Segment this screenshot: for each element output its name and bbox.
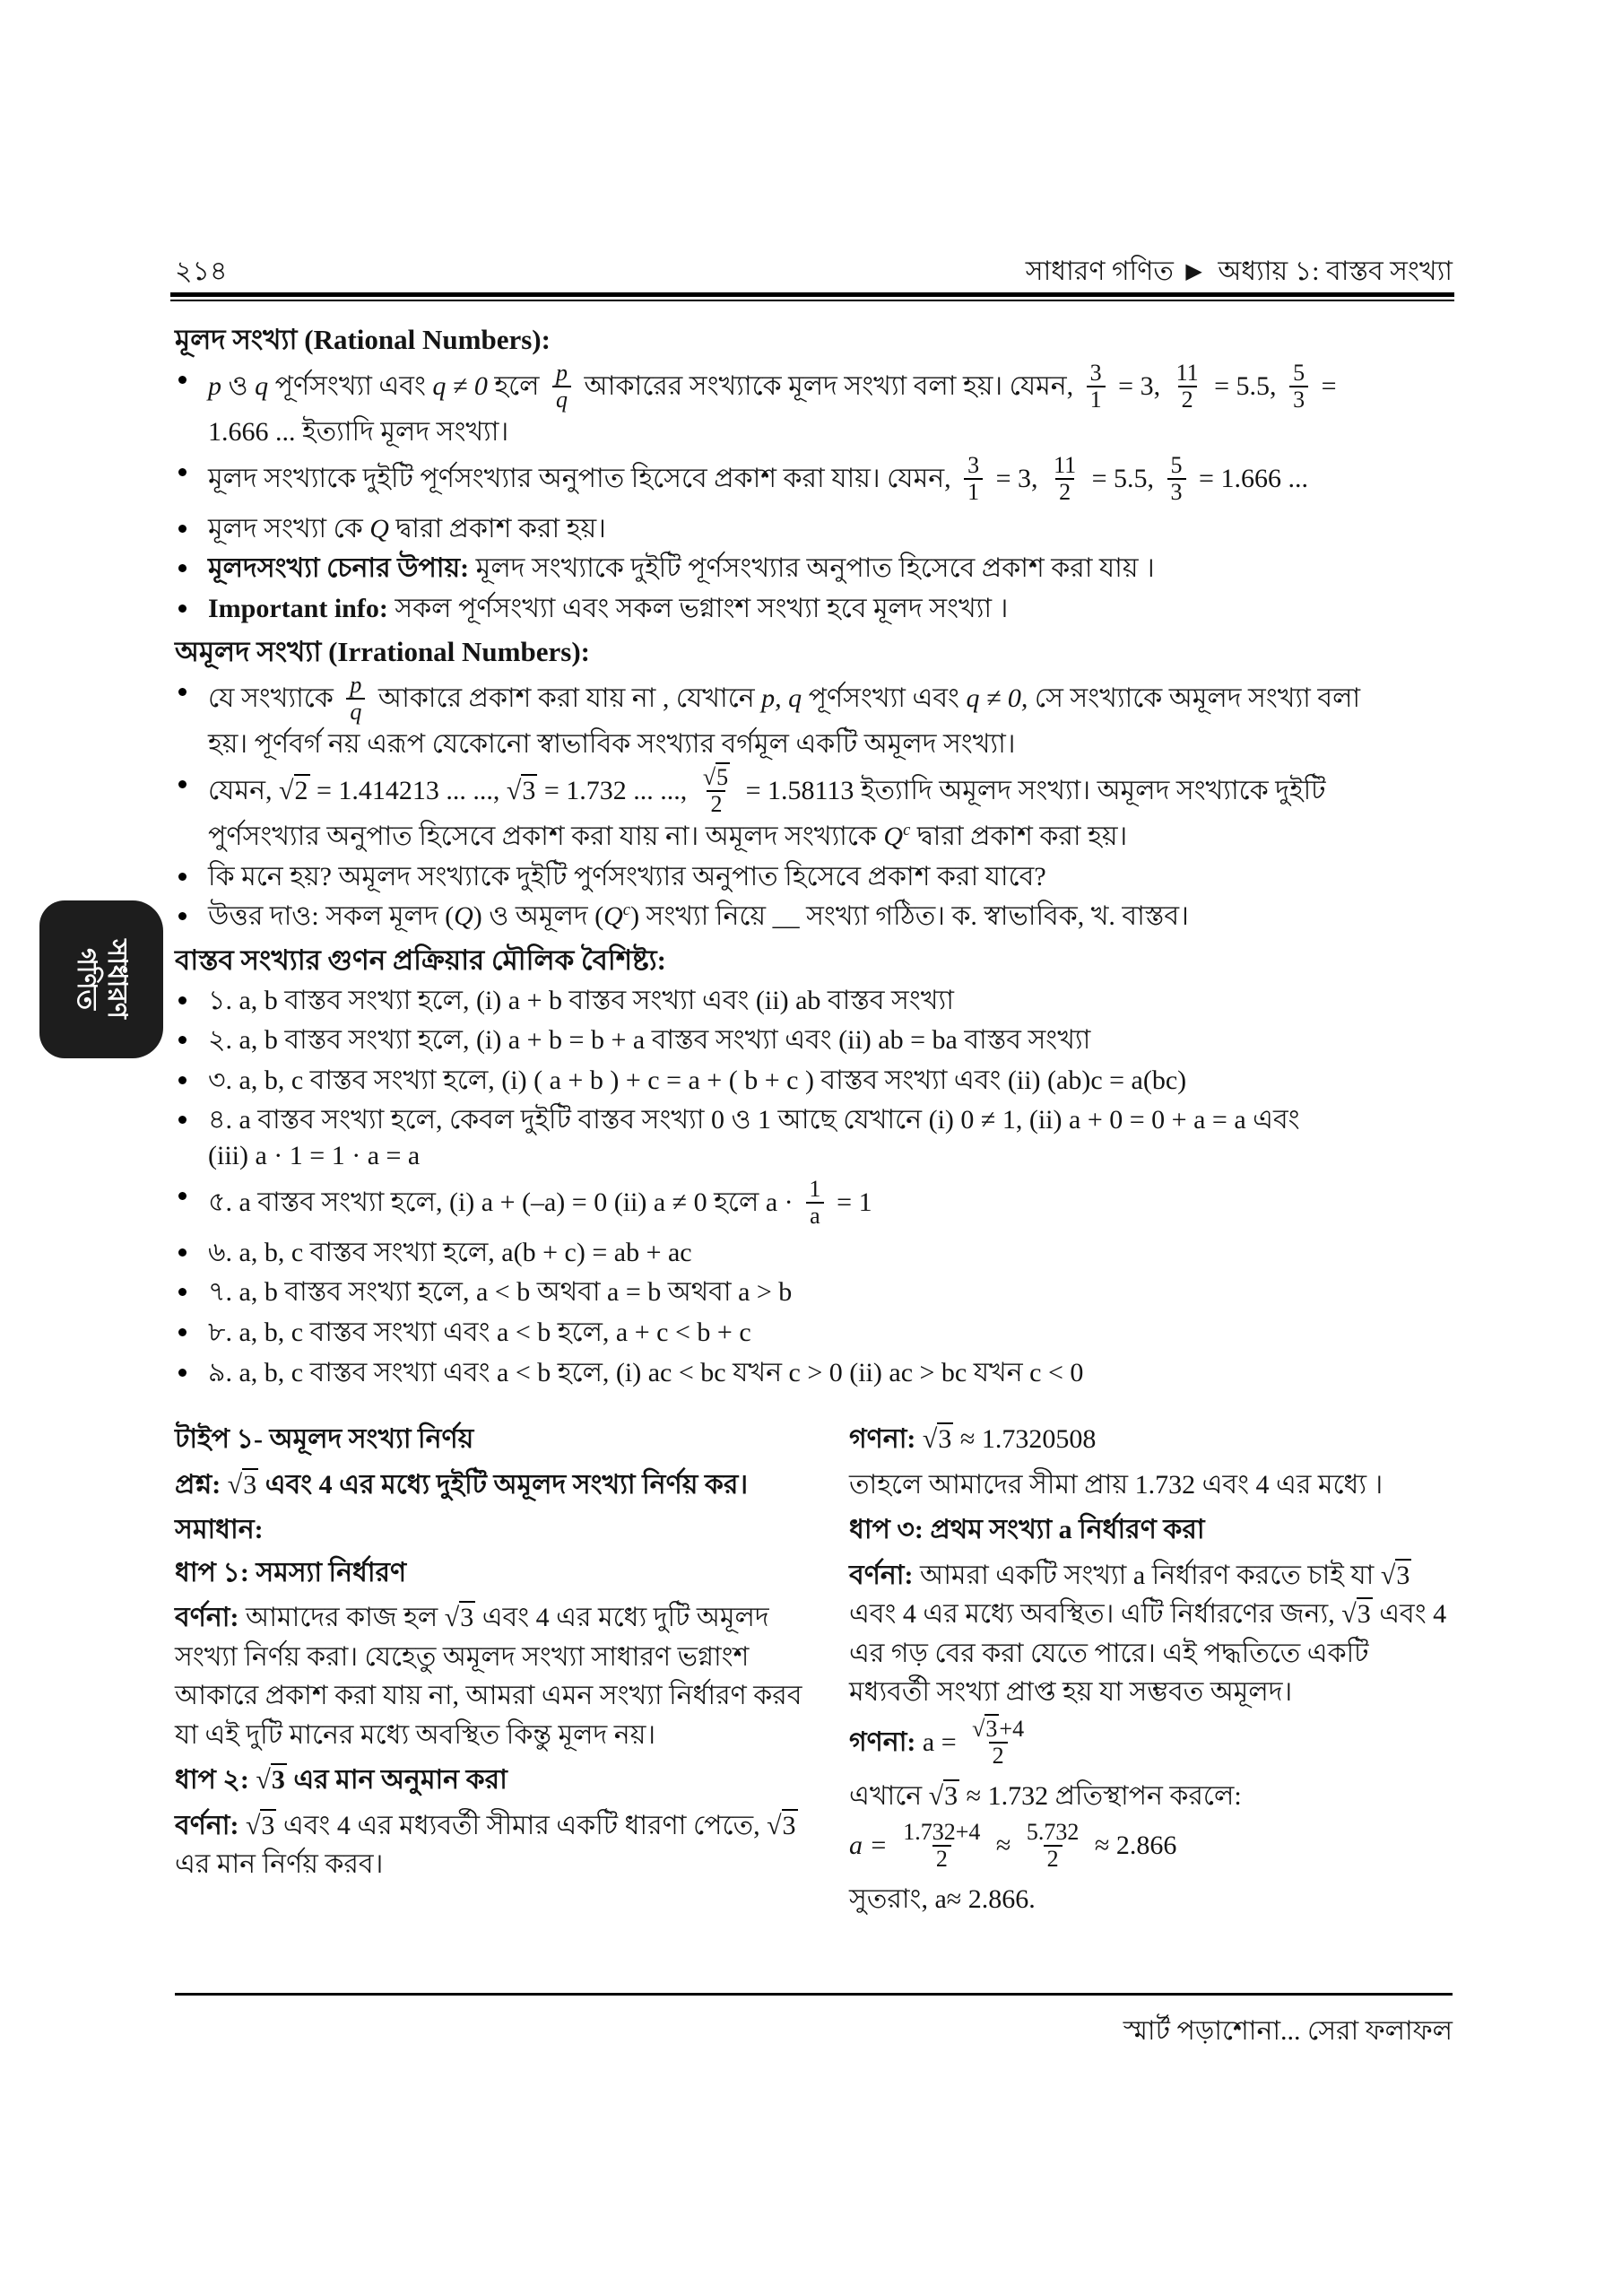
- sqrt-expression: [445, 1601, 475, 1632]
- radicand: 3: [261, 1810, 275, 1840]
- bullet-dot: [178, 873, 186, 881]
- conclusion-line: সুতরাং, a≈ 2.866.: [849, 1884, 1036, 1915]
- text-run: এখানে: [849, 1780, 923, 1811]
- bold-lead: প্রশ্ন:: [175, 1469, 221, 1500]
- fraction-numerator: [969, 1717, 1027, 1742]
- bullet-item: [175, 1175, 1455, 1231]
- sqrt-expression: [929, 1779, 959, 1811]
- math-expr: = 1: [837, 1187, 872, 1217]
- fraction-numerator: 3: [967, 451, 980, 478]
- sqrt-sign: √: [506, 775, 522, 805]
- bullet-item: [175, 983, 1455, 1019]
- bullet-item: [175, 551, 1455, 587]
- fraction-numerator: 1.732+4: [903, 1819, 981, 1846]
- fraction-denominator: 2: [989, 1742, 1008, 1769]
- header-rule: [170, 292, 1454, 301]
- text-run: যে সংখ্যাকে: [208, 683, 334, 714]
- bullet-text: [208, 591, 1455, 627]
- fraction-denominator: q: [346, 698, 365, 725]
- math-expr: = 1.414213 ... ...,: [317, 775, 500, 805]
- bold-lead: গণনা:: [849, 1726, 916, 1757]
- bullet-item: [175, 674, 1455, 762]
- fraction-numerator: 5: [1170, 451, 1183, 478]
- footer-rule: [175, 1993, 1453, 1996]
- property-text: [208, 1175, 1455, 1231]
- sqrt-sign: √: [279, 775, 294, 805]
- math-expr: ≈ 2.866: [1094, 1831, 1177, 1861]
- sqrt-sign: √: [227, 1469, 243, 1500]
- text-run: এর মান নির্ণয় করব।: [175, 1849, 384, 1880]
- step2-title: [175, 1761, 808, 1800]
- sqrt-expression: [1341, 1597, 1372, 1629]
- fraction-numerator: p: [556, 359, 568, 386]
- property-text: ৩. a, b, c বাস্তব সংখ্যা হলে, (i) ( a + b ) + c = a + ( b + c ) বাস্তব সংখ্যা এবং (ii) (ab)c = a(bc): [208, 1065, 1187, 1095]
- side-tab-text: [71, 940, 131, 1020]
- sqrt-sign: √: [972, 1715, 985, 1742]
- sqrt-expression: [279, 774, 309, 805]
- math-expr: = 1.666 ...: [1199, 463, 1308, 493]
- chapter-title: অধ্যায় ১: বাস্তব সংখ্যা: [1218, 257, 1453, 286]
- text-run: ≈ 1.732 প্রতিস্থাপন করলে:: [966, 1780, 1242, 1811]
- bullet-dot: [178, 780, 186, 788]
- bold-lead: Important info:: [208, 593, 388, 623]
- text-run: এবং 4 এর মধ্যে অবস্থিত। এটি নির্ধারণের জন্য,: [849, 1599, 1335, 1630]
- bold-lead: বর্ণনা:: [849, 1560, 914, 1590]
- fraction-denominator: 1: [1087, 386, 1106, 413]
- property-text: ১. a, b বাস্তব সংখ্যা হলে, (i) a + b বাস্তব সংখ্যা এবং (ii) ab বাস্তব সংখ্যা: [208, 985, 954, 1015]
- math-expr: q ≠ 0,: [966, 683, 1028, 714]
- text-run: ) ও অমূলদ (: [473, 901, 604, 932]
- fraction-numerator: 5: [1293, 359, 1305, 386]
- bullet-item: [175, 591, 1455, 627]
- bullet-dot: [178, 688, 186, 696]
- substitution-line: [849, 1777, 1455, 1816]
- property-text: ২. a, b বাস্তব সংখ্যা হলে, (i) a + b = b + a বাস্তব সংখ্যা এবং (ii) ab = ba বাস্তব সংখ্যা: [208, 1025, 1091, 1056]
- bullet-item: [175, 1355, 1455, 1391]
- fraction: [964, 453, 983, 505]
- range-line: তাহলে আমাদের সীমা প্রায় 1.732 এবং 4 এর মধ্যে ।: [849, 1469, 1383, 1500]
- example-left-column: [175, 1413, 808, 1926]
- fraction: [1167, 453, 1186, 505]
- text-run: সে সংখ্যাকে অমূলদ সংখ্যা বলা: [1034, 683, 1361, 714]
- text-run: এবং 4 এর মধ্যবর্তী সীমার একটি ধারণা পেতে,: [282, 1810, 760, 1840]
- bullet-dot: [178, 1076, 186, 1084]
- fraction: [700, 765, 733, 817]
- page-number: ২১৪: [175, 257, 228, 286]
- sqrt-expression: [923, 1422, 953, 1454]
- radicand: 3: [938, 1424, 952, 1455]
- sqrt-expression: [507, 774, 537, 805]
- step1-description: [175, 1598, 808, 1754]
- bullet-text: [208, 859, 1455, 895]
- sqrt-sign: √: [767, 1810, 782, 1840]
- bullet-dot: [178, 604, 186, 613]
- property-text: ৬. a, b, c বাস্তব সংখ্যা হলে, a(b + c) = ab + ac: [208, 1237, 692, 1267]
- bullet-text: [208, 763, 1455, 855]
- fraction-denominator: 2: [1178, 386, 1197, 413]
- bullet-text: [208, 674, 1455, 762]
- bullet-text: [208, 359, 1455, 450]
- bullet-dot: [178, 564, 186, 572]
- step1-title: ধাপ ১: সমস্যা নির্ধারণ: [175, 1557, 407, 1587]
- bold-lead: বর্ণনা:: [175, 1603, 239, 1633]
- step3-title: ধাপ ৩: প্রথম সংখ্যা a নির্ধারণ করা: [849, 1515, 1205, 1545]
- radicand: 3: [782, 1810, 796, 1840]
- bullet-dot: [178, 996, 186, 1004]
- property-text: ৯. a, b, c বাস্তব সংখ্যা এবং a < b হলে, (i) ac < bc যখন c > 0 (ii) ac > bc যখন c < 0: [208, 1357, 1084, 1387]
- math-expr: q ≠ 0: [432, 370, 488, 401]
- radicand: 3: [985, 1715, 998, 1742]
- text-run: মূলদ সংখ্যাকে দুইটি পূর্ণসংখ্যার অনুপাত হিসেবে প্রকাশ করা যায়। যেমন,: [208, 463, 951, 493]
- bullet-text: [208, 551, 1455, 587]
- bullet-text: [208, 899, 1455, 935]
- math-var: Q: [369, 513, 389, 544]
- math-var: q: [255, 370, 269, 401]
- math-var: p: [208, 370, 221, 401]
- sqrt-sign: √: [1380, 1560, 1396, 1590]
- fraction-numerator: 1: [809, 1175, 821, 1202]
- text-run: ৫. a বাস্তব সংখ্যা হলে, (i) a + (–a) = 0 (ii) a ≠ 0 হলে a ·: [208, 1187, 794, 1217]
- sqrt-sign: √: [702, 763, 716, 790]
- sqrt-sign: √: [928, 1780, 944, 1811]
- fraction-denominator: 1: [964, 478, 983, 505]
- step2-description: [175, 1806, 808, 1884]
- type1-heading: টাইপ ১- অমূলদ সংখ্যা নির্ণয়: [175, 1424, 474, 1455]
- fraction: [346, 673, 365, 725]
- bullet-dot: [178, 1369, 186, 1377]
- bullet-item: [175, 1102, 1455, 1173]
- text-run: ও: [228, 370, 248, 401]
- text-run: ধাপ ২:: [175, 1765, 249, 1796]
- text-run: 1.666 ... ইত্যাদি মূলদ সংখ্যা।: [208, 416, 509, 447]
- sqrt-sign: √: [1341, 1599, 1357, 1630]
- bullet-dot: [178, 1036, 186, 1044]
- radicand: 5: [716, 763, 729, 790]
- worked-example: [175, 1413, 1455, 1926]
- sqrt-expression: [228, 1468, 258, 1500]
- fraction: [1051, 453, 1079, 505]
- radicand: 3: [460, 1603, 474, 1633]
- fraction-numerator: 5.732: [1026, 1819, 1080, 1846]
- bullet-dot: [178, 468, 186, 476]
- solution-label: সমাধান:: [175, 1515, 264, 1545]
- bullet-text: [208, 511, 1455, 547]
- text-run: মূলদ সংখ্যাকে দুইটি পূর্ণসংখ্যার অনুপাত হিসেবে প্রকাশ করা যায় ।: [475, 553, 1155, 584]
- radicand: 3: [271, 1765, 285, 1796]
- math-expr: = 5.5,: [1214, 370, 1277, 401]
- math-expr: = 5.5,: [1091, 463, 1155, 493]
- text-run: মূলদ সংখ্যা কে: [208, 513, 363, 544]
- math-expr: +4: [999, 1715, 1025, 1742]
- section-title-rational: মূলদ সংখ্যা (Rational Numbers):: [175, 324, 551, 355]
- fraction-denominator: 2: [1055, 478, 1074, 505]
- text-run: সকল পূর্ণসংখ্যা এবং সকল ভগ্নাংশ সংখ্যা হবে মূলদ সংখ্যা ।: [395, 593, 1009, 623]
- page-body: [175, 314, 1455, 1926]
- sqrt-sign: √: [245, 1810, 261, 1840]
- text-run: উত্তর দাও: সকল মূলদ (: [208, 901, 455, 932]
- sqrt-expression: [256, 1763, 286, 1795]
- text-run: এবং 4 এর মধ্যে দুটি অমূলদ সংখ্যা নির্ণয় করা। যেহেতু অমূলদ সংখ্যা সাধারণ ভগ্নাংশ আকারে প্রকাশ করা যায় না, আমরা এমন সংখ্যা নির্ধারণ করব যা এই দুটি মানের মধ্যে অবস্থিত কিন্তু মূলদ নয়।: [175, 1603, 802, 1750]
- bullet-item: [175, 1063, 1455, 1099]
- bullet-item: [175, 1315, 1455, 1351]
- bullet-dot: [178, 1248, 186, 1257]
- fraction-denominator: 2: [1044, 1845, 1063, 1872]
- fraction-denominator: 3: [1289, 386, 1308, 413]
- bullet-dot: [178, 1328, 186, 1336]
- bullet-item: [175, 1235, 1455, 1271]
- example-right-column: [849, 1413, 1455, 1926]
- fraction: [806, 1177, 824, 1229]
- side-tab-line2: গণিত: [72, 948, 101, 1011]
- question-line: [175, 1465, 808, 1505]
- fraction-denominator: 3: [1167, 478, 1186, 505]
- math-expr: =: [1321, 370, 1337, 401]
- fraction-denominator: 2: [707, 790, 725, 817]
- text-run: আকারের সংখ্যাকে মূলদ সংখ্যা বলা হয়। যেমন,: [584, 370, 1074, 401]
- fraction-denominator: q: [552, 386, 571, 413]
- bold-lead: গণনা:: [849, 1424, 916, 1455]
- bullet-item: [175, 1274, 1455, 1310]
- text-run: এবং 4 এর গড় বের করা যেতে পারে। এই পদ্ধতিতে একটি মধ্যবর্তী সংখ্যা প্রাপ্ত হয় যা সম্ভবত অমূলদ।: [849, 1599, 1447, 1708]
- fraction: [552, 361, 571, 413]
- text-run: দ্বারা প্রকাশ করা হয়।: [395, 513, 606, 544]
- text-run: যেমন,: [208, 775, 273, 805]
- text-run: দ্বারা প্রকাশ করা হয়।: [916, 822, 1128, 852]
- sqrt-expression: [767, 1809, 797, 1840]
- text-run: এবং 4 এর মধ্যে দুইটি অমূলদ সংখ্যা নির্ণয় কর।: [265, 1469, 749, 1500]
- math-var-q: Q: [883, 822, 904, 852]
- math-expr: = 3,: [995, 463, 1038, 493]
- bullet-item: [175, 859, 1455, 895]
- side-tab-line1: সাধারণ: [101, 939, 132, 1020]
- math-expr: a =: [849, 1831, 888, 1861]
- bullet-item: [175, 899, 1455, 935]
- bold-lead: মূলদসংখ্যা চেনার উপায়:: [208, 553, 470, 584]
- superscript-c: c: [622, 900, 631, 920]
- radicand: 3: [1357, 1599, 1371, 1630]
- fraction-numerator: 11: [1175, 359, 1199, 386]
- radicand: 2: [294, 775, 308, 805]
- bullet-item: [175, 763, 1455, 855]
- text-run: পুর্ণসংখ্যার অনুপাত হিসেবে প্রকাশ করা যায় না। অমূলদ সংখ্যাকে: [208, 822, 877, 852]
- fraction: [1289, 361, 1308, 413]
- text-run: এর মান অনুমান করা: [293, 1765, 507, 1796]
- text-run: (iii) a · 1 = 1 · a = a: [208, 1141, 421, 1170]
- superscript-c: c: [903, 821, 911, 840]
- math-var: p, q: [761, 683, 802, 714]
- fraction: [1087, 361, 1106, 413]
- sqrt-sign: √: [444, 1603, 460, 1633]
- radicand: 3: [944, 1780, 958, 1811]
- text-run: ) সংখ্যা নিয়ে __ সংখ্যা গঠিত। ক. স্বাভাবিক, খ. বাস্তব।: [630, 901, 1189, 932]
- page-header: [175, 249, 1453, 295]
- calc1-line: [849, 1420, 1455, 1459]
- property-text: ৮. a, b, c বাস্তব সংখ্যা এবং a < b হলে, a + c < b + c: [208, 1317, 751, 1347]
- radicand: 3: [243, 1469, 257, 1500]
- section-title-properties: বাস্তব সংখ্যার গুণন প্রক্রিয়ার মৌলিক বৈশিষ্ট্য:: [175, 944, 666, 976]
- bullet-item: [175, 451, 1455, 507]
- bullet-item: [175, 359, 1455, 450]
- bullet-dot: [178, 376, 186, 384]
- step3-description: [849, 1556, 1455, 1712]
- footer-tagline: স্মার্ট পড়াশোনা... সেরা ফলাফল: [1123, 2016, 1453, 2046]
- sqrt-sign: √: [256, 1765, 271, 1796]
- fraction-numerator: [700, 765, 733, 790]
- text-run: পূর্ণসংখ্যা এবং: [274, 370, 426, 401]
- text-run: পূর্ণসংখ্যা এবং: [808, 683, 959, 714]
- math-var-q: Q: [603, 901, 623, 932]
- bullet-item: [175, 511, 1455, 547]
- radicand: 3: [1396, 1560, 1410, 1590]
- sqrt-sign: √: [922, 1424, 938, 1455]
- fraction-numerator: p: [350, 672, 362, 699]
- fraction-denominator: 2: [932, 1845, 951, 1872]
- math-expr: = 1.58113 ইত্যাদি অমূলদ সংখ্যা। অমূলদ সংখ্যাকে দুইটি: [745, 775, 1326, 805]
- bullet-dot: [178, 1288, 186, 1296]
- section-title-irrational: অমূলদ সংখ্যা (Irrational Numbers):: [175, 636, 590, 668]
- side-index-tab: [39, 900, 163, 1058]
- text-run: হয়। পূর্ণবর্গ নয় এরূপ যেকোনো স্বাভাবিক সংখ্যার বর্গমূল একটি অমূলদ সংখ্যা।: [208, 729, 1016, 760]
- fraction-denominator: a: [806, 1202, 824, 1229]
- fraction: [900, 1820, 983, 1872]
- sqrt-expression: [1381, 1559, 1411, 1590]
- text-run: ৪. a বাস্তব সংখ্যা হলে, কেবল দুইটি বাস্তব সংখ্যা 0 ও 1 আছে যেখানে (i) 0 ≠ 1, (ii) a + 0 = 0 + a = a এবং: [208, 1105, 1300, 1135]
- fraction: [1174, 361, 1201, 413]
- text-run: আকারে প্রকাশ করা যায় না , যেখানে: [377, 683, 755, 714]
- radicand: 3: [522, 775, 536, 805]
- text-run: হলে: [494, 370, 540, 401]
- math-var: [883, 822, 910, 851]
- text-run: কি মনে হয়? অমূলদ সংখ্যাকে দুইটি পুর্ণসংখ্যার অনুপাত হিসেবে প্রকাশ করা যাবে?: [208, 861, 1046, 891]
- math-expr: ≈ 1.7320508: [959, 1424, 1097, 1455]
- bullet-dot: [178, 525, 186, 533]
- calc2-line: [849, 1715, 1455, 1770]
- math-var: Q: [454, 901, 473, 932]
- bullet-dot: [178, 912, 186, 920]
- text-run: আমাদের কাজ হল: [245, 1603, 438, 1633]
- bullet-text: [208, 451, 1455, 507]
- fraction: [1024, 1820, 1082, 1872]
- fraction: [969, 1717, 1027, 1769]
- book-title: সাধারণ গণিত: [1025, 257, 1174, 286]
- sqrt-expression: [246, 1809, 276, 1840]
- bullet-dot: [178, 1116, 186, 1124]
- math-expr: = 3,: [1118, 370, 1161, 401]
- equation-line: [849, 1819, 1455, 1874]
- bold-lead: বর্ণনা:: [175, 1810, 239, 1840]
- math-var: [603, 901, 630, 931]
- math-expr: a =: [922, 1726, 957, 1757]
- text-run: আমরা একটি সংখ্যা a নির্ধারণ করতে চাই যা: [919, 1560, 1375, 1590]
- property-text: [208, 1102, 1455, 1173]
- fraction-numerator: 3: [1089, 359, 1102, 386]
- text-run: [208, 819, 1455, 855]
- breadcrumb: [1020, 249, 1453, 295]
- property-text: ৭. a, b বাস্তব সংখ্যা হলে, a < b অথবা a = b অথবা a > b: [208, 1277, 793, 1308]
- bullet-item: [175, 1022, 1455, 1058]
- math-expr: ≈: [995, 1831, 1011, 1861]
- fraction-numerator: 11: [1054, 451, 1077, 478]
- triangle-icon: ▶: [1185, 260, 1202, 283]
- math-expr: = 1.732 ... ...,: [543, 775, 688, 805]
- bullet-dot: [178, 1192, 186, 1200]
